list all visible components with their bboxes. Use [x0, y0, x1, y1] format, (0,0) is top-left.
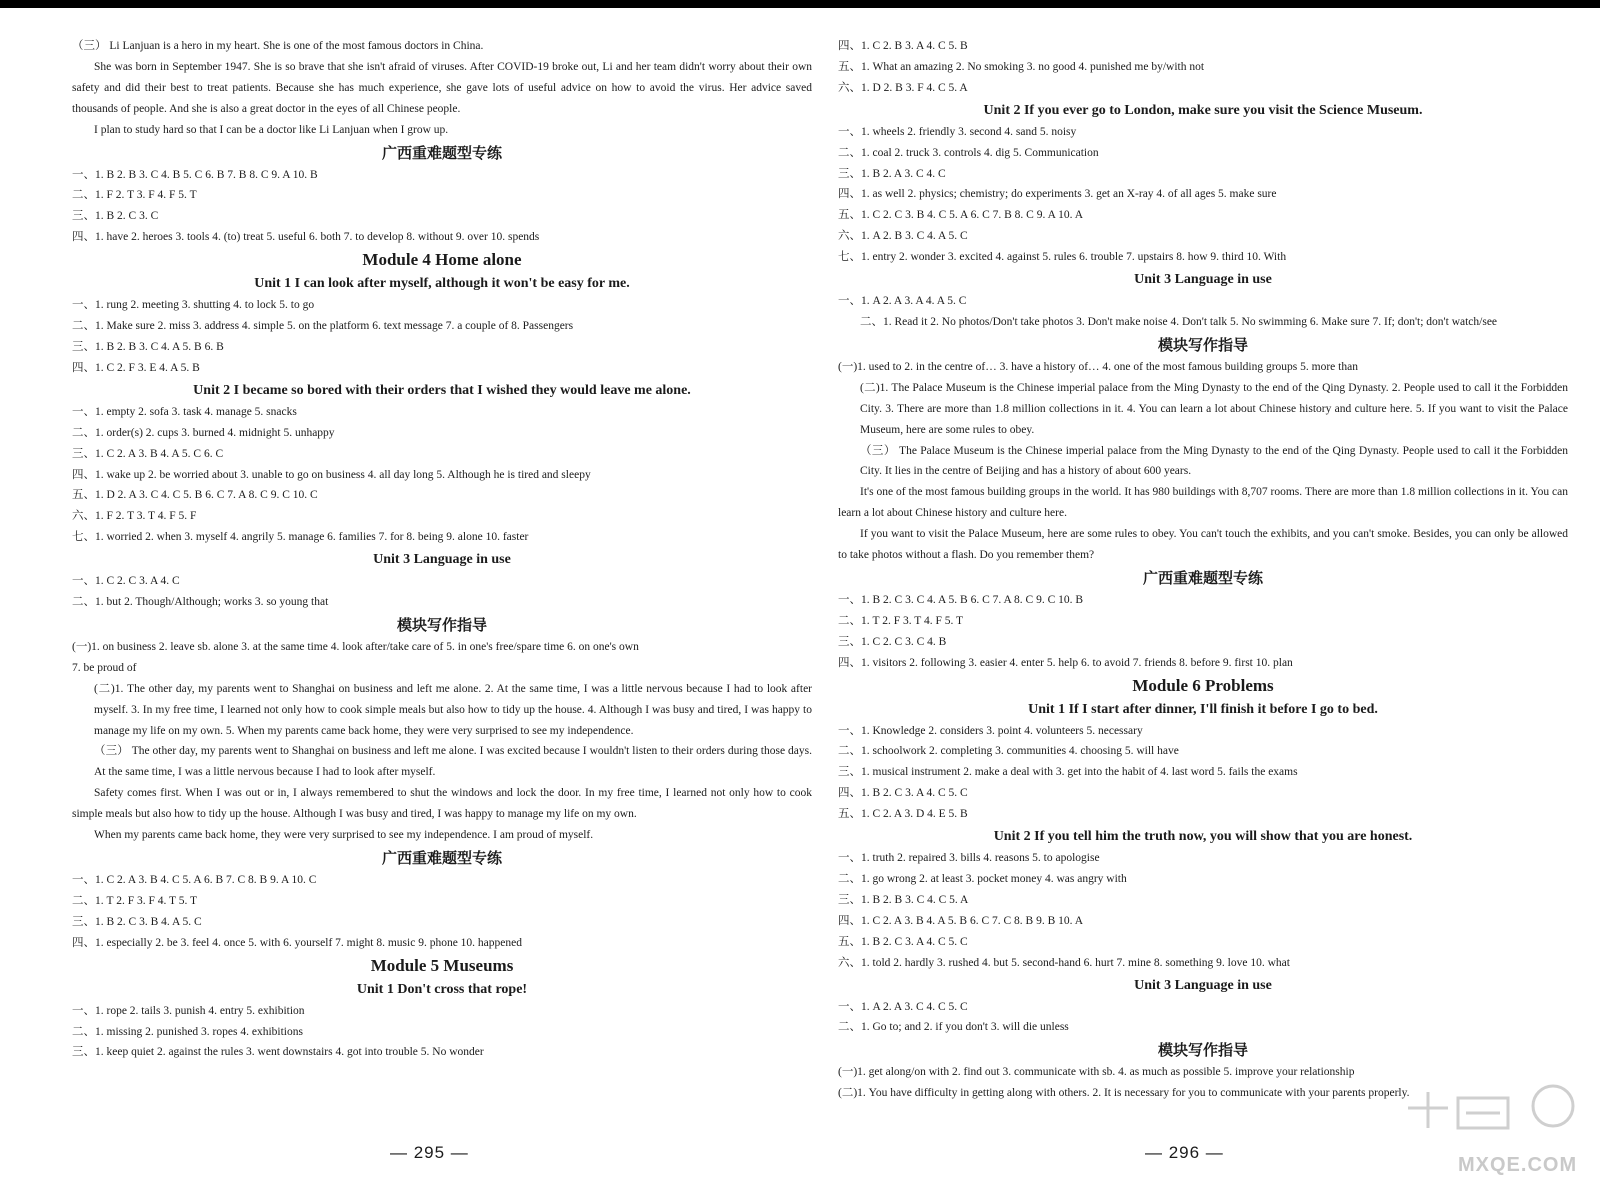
page-number-left: — 295 —	[390, 1143, 469, 1162]
answer-line: 七、1. worried 2. when 3. myself 4. angrily 5. manage 6. families 7. for 8. being 9. alone 10. faster	[72, 531, 529, 544]
answer-line: 一、1. C 2. C 3. A 4. C	[72, 575, 180, 588]
section-heading: 模块写作指导	[1157, 335, 1248, 354]
answer-line: 二、1. F 2. T 3. F 4. F 5. T	[72, 189, 197, 202]
answer-line: 六、1. D 2. B 3. F 4. C 5. A	[838, 81, 968, 94]
paragraph: If you want to visit the Palace Museum, here are some rules to obey. You can't touch the exhibits, and you can't smoke. Besides, you can only be allowed to take photos without a flash. Do you remember them?	[838, 528, 1568, 562]
answer-line: 二、1. Make sure 2. miss 3. address 4. simple 5. on the platform 6. text message 7. a couple of 8. Passengers	[72, 320, 574, 333]
paragraph: （三） Li Lanjuan is a hero in my heart. She is one of the most famous doctors in China.	[72, 40, 484, 52]
paragraph: When my parents came back home, they were very surprised to see my independence. I am proud of myself.	[94, 829, 594, 842]
unit-heading: Unit 3 Language in use	[373, 552, 511, 568]
top-border	[0, 0, 1600, 8]
answer-line: 一、1. wheels 2. friendly 3. second 4. sand 5. noisy	[838, 125, 1077, 138]
answer-line: 二、1. missing 2. punished 3. ropes 4. exhibitions	[72, 1025, 303, 1038]
paragraph: 二、1. Read it 2. No photos/Don't take photos 3. Don't make noise 4. Don't talk 5. No swimming 6. Make sure 7. If; don't; don't watch/see	[860, 315, 1498, 328]
answer-line: 五、1. C 2. C 3. B 4. C 5. A 6. C 7. B 8. C 9. A 10. A	[838, 209, 1084, 222]
answer-line: 一、1. B 2. C 3. C 4. A 5. B 6. C 7. A 8. C 9. C 10. B	[838, 593, 1084, 606]
answer-line: 五、1. C 2. A 3. D 4. E 5. B	[838, 808, 968, 821]
section-heading: 广西重难题型专练	[1142, 568, 1263, 587]
answer-line: 二、1. go wrong 2. at least 3. pocket money 4. was angry with	[838, 873, 1127, 885]
answer-line: 六、1. told 2. hardly 3. rushed 4. but 5. second-hand 6. hurt 7. mine 8. something 9. love 10. what	[838, 956, 1290, 969]
paragraph: I plan to study hard so that I can be a doctor like Li Lanjuan when I grow up.	[94, 123, 449, 136]
paragraph: Safety comes first. When I was out or in, I always remembered to shut the windows and lock the door. In my free time, I learned not only how to cook simple meals but also how to tidy up the house. Although I was busy and tired, I was happy to manage my life on my own.	[72, 787, 812, 821]
answer-line: 四、1. B 2. C 3. A 4. C 5. C	[838, 787, 968, 800]
answer-line: 一、1. A 2. A 3. C 4. C 5. C	[838, 1000, 968, 1013]
answer-line: 一、1. truth 2. repaired 3. bills 4. reasons 5. to apologise	[838, 852, 1100, 865]
answer-line: 七、1. entry 2. wonder 3. excited 4. against 5. rules 6. trouble 7. upstairs 8. how 9. third 10. With	[838, 251, 1287, 264]
answer-line: 四、1. especially 2. be 3. feel 4. once 5. with 6. yourself 7. might 8. music 9. phone 10. happened	[72, 936, 522, 949]
answer-line: 二、1. order(s) 2. cups 3. burned 4. midnight 5. unhappy	[72, 426, 335, 439]
answer-line: 二、1. but 2. Though/Although; works 3. so young that	[72, 596, 329, 609]
answer-line: 三、1. C 2. A 3. B 4. A 5. C 6. C	[72, 447, 224, 460]
unit-heading: Unit 1 If I start after dinner, I'll finish it before I go to bed.	[1028, 701, 1378, 717]
paragraph: (二)1. The other day, my parents went to Shanghai on business and left me alone. 2. At the same time, I was a little nervous because I had to look after myself. 3. In my free time, I learned not only how to cook simple meals but also how to tidy up the house. 4. Although I was busy and tired, I was happy to manage my life on my own. 5. When my parents came back home, they were very surprised to see my independence.	[94, 682, 812, 737]
paragraph: （三） The other day, my parents went to Shanghai on business and left me alone. I was excited because I wouldn't listen to their orders during those days. At the same time, I was a little nervous because I had to look after myself.	[94, 745, 812, 779]
section-heading: 模块写作指导	[396, 615, 487, 634]
answer-line: 三、1. keep quiet 2. against the rules 3. went downstairs 4. got into trouble 5. No wonder	[72, 1046, 484, 1059]
section-heading: 广西重难题型专练	[381, 143, 502, 162]
answer-line: (一)1. get along/on with 2. find out 3. communicate with sb. 4. as much as possible 5. improve your relationship	[838, 1066, 1355, 1079]
right-page-column	[838, 36, 1568, 1176]
unit-heading: Unit 1 I can look after myself, although it won't be easy for me.	[254, 276, 630, 292]
paragraph: （三） The Palace Museum is the Chinese imperial palace from the Ming Dynasty to the end of the Qing Dynasty. People used to call it the Forbidden City. It lies in the centre of Beijing and has a history of about 600 years.	[860, 444, 1568, 478]
module-heading: Module 5 Museums	[370, 955, 514, 975]
answer-line: 一、1. A 2. A 3. A 4. A 5. C	[838, 295, 967, 308]
answer-line: 三、1. C 2. C 3. C 4. B	[838, 635, 947, 648]
answer-line: (一)1. on business 2. leave sb. alone 3. at the same time 4. look after/take care of 5. in one's free/spare time 6. on one's own	[72, 640, 639, 653]
answer-line: 二、1. T 2. F 3. F 4. T 5. T	[72, 894, 198, 907]
paragraph: (二)1. The Palace Museum is the Chinese imperial palace from the Ming Dynasty to the end of the Qing Dynasty. 2. People used to call it the Forbidden City. 3. There are more than 1.8 million collections in it. 4. You can learn a lot about Chinese history and culture here. 5. If you want to visit the Palace Museum, here are some rules to obey.	[860, 381, 1568, 436]
answer-line: 五、1. D 2. A 3. C 4. C 5. B 6. C 7. A 8. C 9. C 10. C	[72, 489, 318, 502]
answer-line: 一、1. C 2. A 3. B 4. C 5. A 6. B 7. C 8. B 9. A 10. C	[72, 874, 317, 886]
answer-line: 四、1. wake up 2. be worried about 3. unable to go on business 4. all day long 5. Although he is tired and sleepy	[72, 468, 591, 481]
answer-line: 一、1. empty 2. sofa 3. task 4. manage 5. snacks	[72, 405, 297, 418]
answer-line: 二、1. Go to; and 2. if you don't 3. will die unless	[838, 1021, 1069, 1034]
answer-line: 一、1. rope 2. tails 3. punish 4. entry 5. exhibition	[72, 1004, 305, 1017]
answer-line: 7. be proud of	[72, 661, 137, 674]
paragraph: It's one of the most famous building groups in the world. It has 980 buildings with 8,707 rooms. There are more than 1.8 million collections in it. You can learn a lot about Chinese history and culture here.	[838, 486, 1568, 520]
answer-line: 四、1. C 2. F 3. E 4. A 5. B	[72, 361, 200, 374]
left-page-column	[72, 36, 812, 1176]
answer-line: 五、1. B 2. C 3. A 4. C 5. C	[838, 935, 968, 948]
unit-heading: Unit 3 Language in use	[1134, 272, 1272, 288]
answer-line: 三、1. B 2. A 3. C 4. C	[838, 167, 946, 180]
page-number-right: — 296 —	[1145, 1143, 1224, 1162]
unit-heading: Unit 2 If you ever go to London, make sure you visit the Science Museum.	[983, 102, 1423, 118]
unit-heading: Unit 3 Language in use	[1134, 977, 1272, 993]
answer-line: 五、1. What an amazing 2. No smoking 3. no good 4. punished me by/with not	[838, 60, 1205, 73]
answer-line: (二)1. You have difficulty in getting along with others. 2. It is necessary for you to communicate with your parents properly.	[838, 1087, 1410, 1100]
answer-line: 三、1. B 2. C 3. B 4. A 5. C	[72, 915, 202, 928]
watermark-text: MXQE.COM	[1458, 1154, 1578, 1176]
answer-line: 四、1. as well 2. physics; chemistry; do experiments 3. get an X-ray 4. of all ages 5. make sure	[838, 188, 1277, 201]
answer-line: 二、1. coal 2. truck 3. controls 4. dig 5. Communication	[838, 146, 1099, 159]
section-heading: 模块写作指导	[1157, 1041, 1248, 1060]
unit-heading: Unit 2 I became so bored with their orders that I wished they would leave me alone.	[193, 382, 691, 398]
answer-line: 四、1. C 2. B 3. A 4. C 5. B	[838, 40, 968, 52]
module-heading: Module 4 Home alone	[362, 250, 522, 270]
answer-line: 三、1. B 2. B 3. C 4. C 5. A	[838, 893, 969, 906]
answer-line: 三、1. B 2. B 3. C 4. A 5. B 6. B	[72, 340, 224, 353]
module-heading: Module 6 Problems	[1132, 675, 1274, 695]
answer-line: 四、1. C 2. A 3. B 4. A 5. B 6. C 7. C 8. B 9. B 10. A	[838, 914, 1084, 927]
answer-line: 六、1. F 2. T 3. T 4. F 5. F	[72, 510, 197, 523]
unit-heading: Unit 1 Don't cross that rope!	[356, 981, 528, 997]
answer-line: 六、1. A 2. B 3. C 4. A 5. C	[838, 230, 968, 243]
unit-heading: Unit 2 If you tell him the truth now, you will show that you are honest.	[993, 829, 1413, 845]
answer-line: 二、1. T 2. F 3. T 4. F 5. T	[838, 614, 964, 627]
answer-line: 四、1. visitors 2. following 3. easier 4. enter 5. help 6. to avoid 7. friends 8. before 9. first 10. plan	[838, 656, 1293, 669]
answer-line: (一)1. used to 2. in the centre of… 3. have a history of… 4. one of the most famous building groups 5. more than	[838, 360, 1358, 373]
answer-line: 二、1. schoolwork 2. completing 3. communities 4. choosing 5. will have	[838, 745, 1179, 758]
answer-line: 一、1. rung 2. meeting 3. shutting 4. to lock 5. to go	[72, 299, 315, 312]
answer-line: 一、1. Knowledge 2. considers 3. point 4. volunteers 5. necessary	[838, 724, 1143, 737]
answer-line: 三、1. musical instrument 2. make a deal with 3. get into the habit of 4. last word 5. fails the exams	[838, 766, 1298, 779]
answer-line: 四、1. have 2. heroes 3. tools 4. (to) treat 5. useful 6. both 7. to develop 8. without 9. over 10. spends	[72, 231, 540, 244]
answer-line: 三、1. B 2. C 3. C	[72, 210, 159, 223]
section-heading: 广西重难题型专练	[381, 849, 502, 867]
paragraph: She was born in September 1947. She is so brave that she isn't afraid of viruses. After COVID-19 broke out, Li and her team didn't worry about their own safety and did their best to treat patients. Because she has much experience, she gave lots of useful advice on how to avoid the virus. Her advice saved thousands of people. And she is also a great doctor in the eyes of all Chinese people.	[72, 60, 812, 115]
answer-line: 一、1. B 2. B 3. C 4. B 5. C 6. B 7. B 8. C 9. A 10. B	[72, 168, 318, 181]
